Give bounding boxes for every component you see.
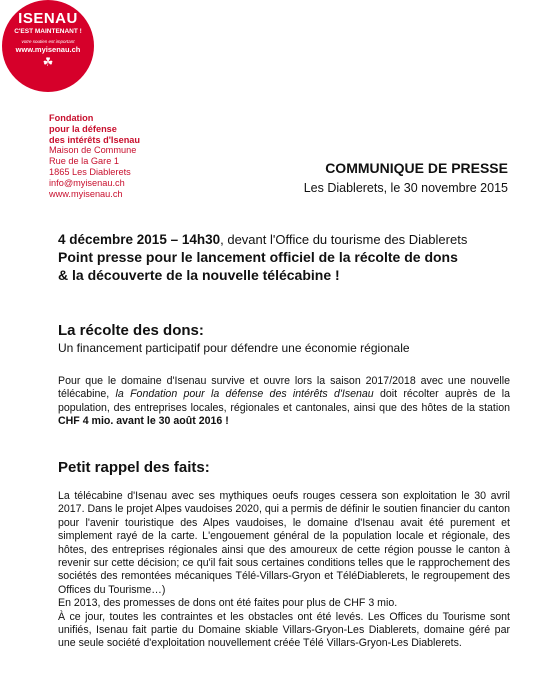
paragraph-recolte: [58, 375, 510, 429]
logo-brand: ISENAU: [18, 10, 78, 27]
event-date-line: [58, 232, 518, 248]
p1-bold: CHF 4 mio. avant le 30 août 2016 !: [58, 415, 229, 428]
diablerets-mascot-icon: ☘: [42, 55, 54, 69]
p1-italic: la Fondation pour la défense des intérêts d'Isenau: [115, 388, 374, 401]
organization-address: [49, 113, 140, 199]
org-line-2: pour la défense: [49, 123, 117, 134]
org-website[interactable]: www.myisenau.ch: [49, 188, 123, 199]
p1-text-a: Pour que le domaine d'Isenau survive et ouvre lors la saison 2017/2018 avec une nouvelle télécabine,: [58, 375, 510, 401]
event-title-line-2: & la découverte de la nouvelle télécabine !: [58, 267, 340, 283]
event-announcement: [58, 232, 518, 284]
rappel-p2: En 2013, des promesses de dons ont été faites pour plus de CHF 3 mio.: [58, 597, 398, 610]
event-title-line-1: Point presse pour le lancement officiel de la récolte de dons: [58, 249, 458, 265]
rappel-p1: La télécabine d'Isenau avec ses mythiques oeufs rouges cessera son exploitation le 30 avril 2017. Dans le projet Alpes vaudoises 2020, qui a permis de définir le soutien financier du canton pour l'avenir touristique des Alpes vaudoises, le domaine d'Isenau avait été purement et simplement rayé de la carte. L'engouement général de la population locale et régionale, des hôtes, des entreprises régionales ainsi que des amoureux de cette région pousse le canton à revenir sur cette décision; ce qu'il fait sous certaines conditions telles que le rapprochement des sociétés des remontées mécaniques Télé-Villars-Gryon et TéléDiablerets, le regroupement des Offices du Tourisme…): [58, 490, 510, 596]
paragraph-rappel: [58, 490, 510, 651]
communique-header: [304, 160, 508, 197]
org-line-1: Fondation: [49, 113, 94, 123]
p1-text-b: doit récolter auprès de la population, des entreprises locales, régionales et cantonales, ainsi que des hôtes de la station: [58, 388, 511, 414]
section-subheading-recolte: Un financement participatif pour défendre une économie régionale: [58, 341, 410, 355]
org-line-3: des intérêts d'Isenau: [49, 134, 141, 145]
logo-url: www.myisenau.ch: [15, 45, 81, 54]
section-heading-recolte: La récolte des dons:: [58, 322, 204, 339]
event-date: 4 décembre 2015 – 14h30: [58, 232, 221, 247]
logo-tagline: C'EST MAINTENANT !: [14, 28, 82, 35]
logo-small-text: votre soutien est important: [21, 39, 75, 44]
org-email[interactable]: info@myisenau.ch: [49, 177, 125, 188]
org-line-4: Maison de Commune: [49, 145, 137, 156]
communique-title: COMMUNIQUE DE PRESSE: [325, 160, 508, 176]
org-line-6: 1865 Les Diablerets: [49, 166, 131, 177]
event-location: , devant l'Office du tourisme des Diablerets: [220, 232, 468, 247]
section-heading-rappel: Petit rappel des faits:: [58, 459, 210, 476]
communique-place-date: Les Diablerets, le 30 novembre 2015: [303, 181, 508, 195]
org-line-5: Rue de la Gare 1: [49, 156, 119, 167]
rappel-p3: À ce jour, toutes les contraintes et les obstacles ont été levés. Les Offices du Tourisme sont unifiés, Isenau fait partie du Domaine skiable Villars-Gryon-Les Diablerets, domaine géré par une seule société d'exploitation nouvellement créée Télé Villars-Gryon-Les Diablerets.: [58, 610, 510, 650]
isenau-logo: [2, 0, 94, 92]
